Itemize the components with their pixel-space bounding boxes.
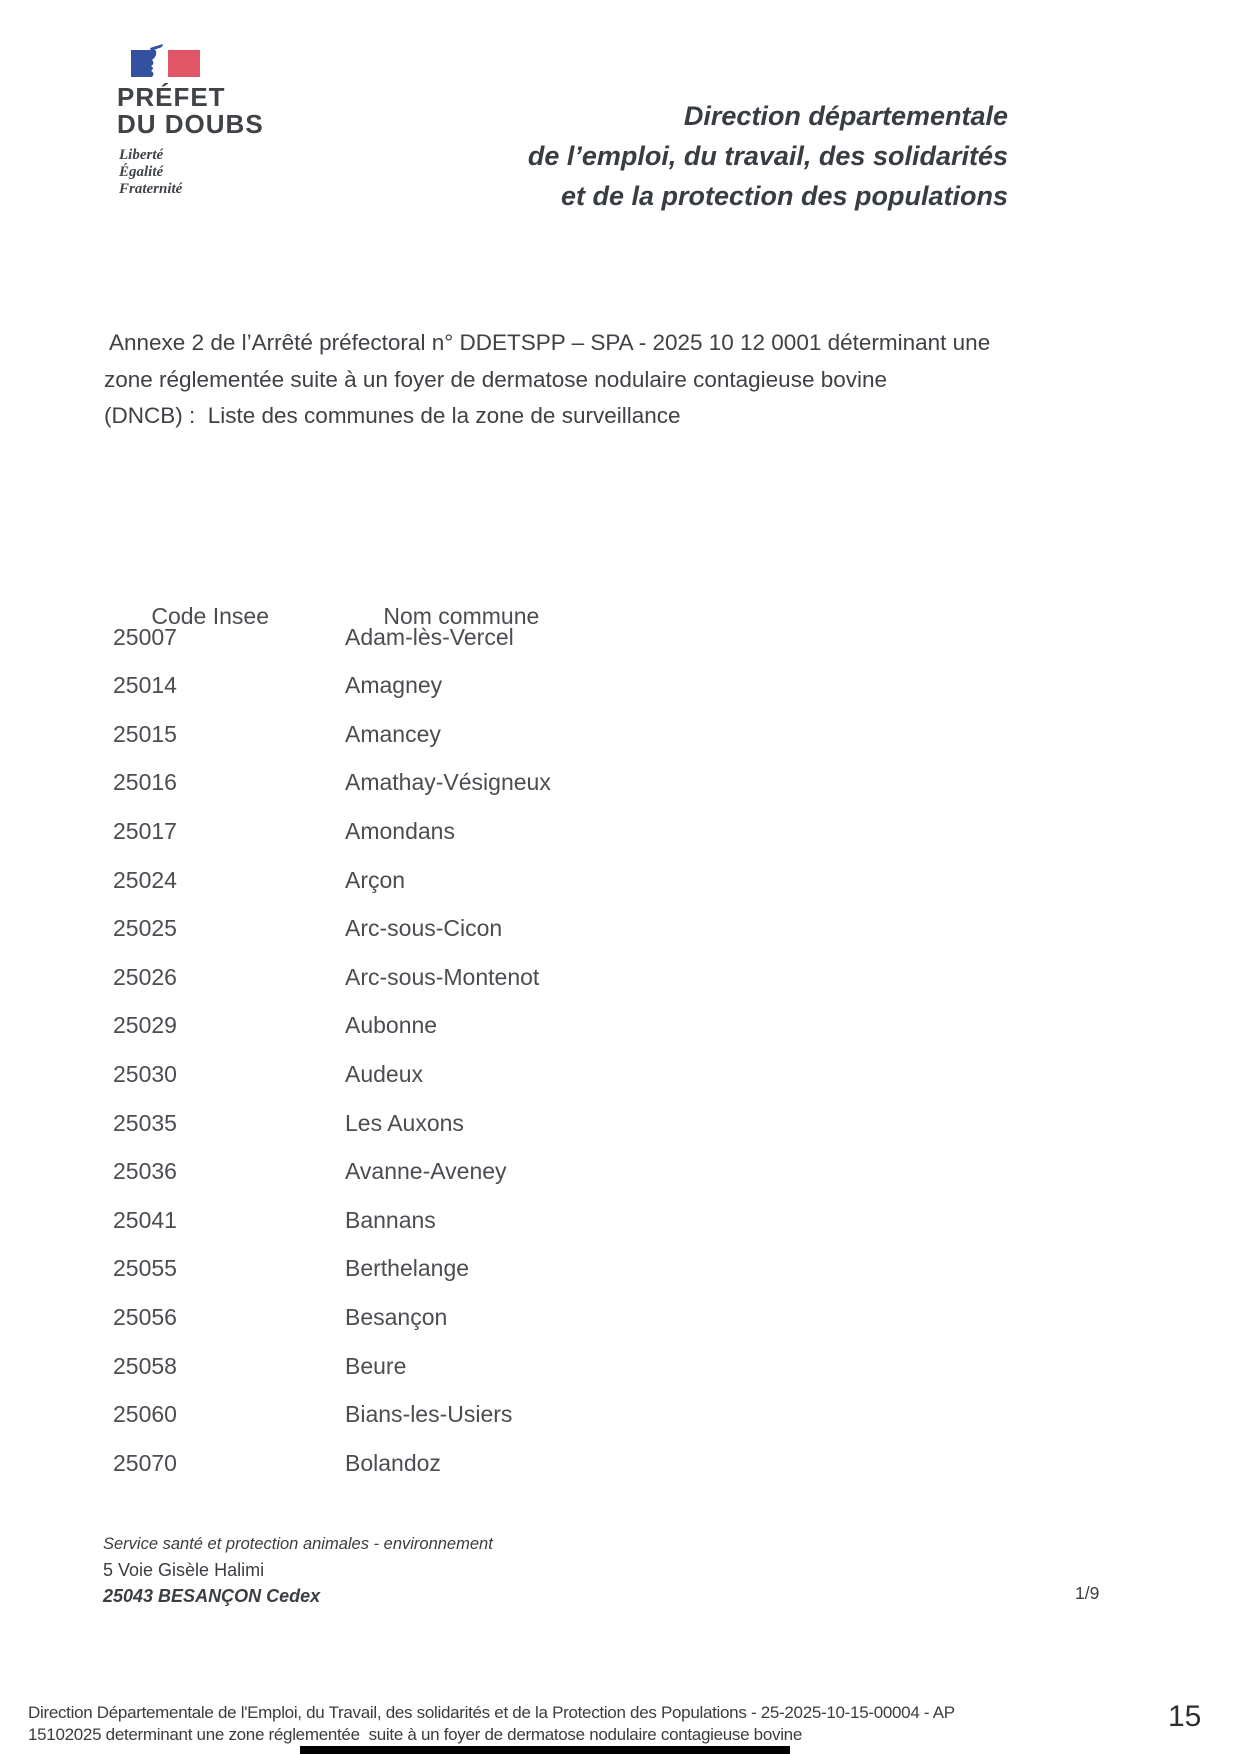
insee-code-cell: 25014: [113, 672, 177, 699]
commune-name-cell: Bolandoz: [345, 1449, 441, 1476]
direction-line-3: et de la protection des populations: [560, 181, 1008, 211]
address-line-1: 5 Voie Gisèle Halimi: [103, 1560, 265, 1580]
intro-line-3: (DNCB) : Liste des communes de la zone de surveillance: [104, 403, 681, 428]
insee-code-cell: 25030: [113, 1060, 177, 1087]
insee-code-cell: 25015: [113, 720, 177, 747]
commune-name-cell: Les Auxons: [345, 1109, 464, 1136]
commune-name-cell: Avanne-Aveney: [345, 1158, 507, 1185]
prefet-logo: [117, 44, 377, 198]
insee-code-cell: 25024: [113, 866, 177, 893]
commune-name-cell: Arc-sous-Montenot: [345, 963, 540, 990]
commune-name-cell: Audeux: [345, 1060, 424, 1087]
commune-name-cell: Amagney: [345, 672, 443, 699]
insee-code-cell: 25060: [113, 1401, 177, 1428]
insee-code-cell: 25056: [113, 1303, 177, 1330]
footer-address-block: [103, 1531, 493, 1609]
page-number: 15: [1168, 1700, 1202, 1733]
commune-name-cell: Arc-sous-Cicon: [345, 915, 503, 942]
commune-name-cell: Berthelange: [345, 1255, 470, 1282]
commune-name-cell: Bannans: [345, 1206, 436, 1233]
table-row: [113, 1449, 551, 1498]
page-indicator: 1/9: [1075, 1583, 1100, 1603]
commune-table: [113, 574, 551, 1497]
commune-name-cell: Amathay-Vésigneux: [345, 769, 551, 796]
bottom-bar-line-1: Direction Départementale de l'Emploi, du Travail, des solidarités et de la Protection des Populations - 25-2025-10-15-00004 - AP: [28, 1703, 955, 1722]
service-line: Service santé et protection animales - environnement: [103, 1535, 493, 1553]
commune-table-body: [113, 623, 551, 1498]
table-row: [113, 963, 551, 1012]
direction-line-1: Direction départementale: [683, 101, 1008, 131]
table-row: [113, 1303, 551, 1352]
bottom-bar-line-2: 15102025 determinant une zone réglementée suite à un foyer de dermatose nodulaire contagieuse bovine: [28, 1725, 802, 1744]
commune-name-cell: Besançon: [345, 1303, 448, 1330]
table-row: [113, 1352, 551, 1401]
french-flag-marianne-icon: [131, 44, 203, 78]
intro-line-2: zone réglementée suite à un foyer de dermatose nodulaire contagieuse bovine: [104, 366, 888, 392]
table-row: [113, 1109, 551, 1158]
motto-liberte: Liberté: [119, 147, 164, 163]
table-header-row: [113, 574, 551, 629]
insee-code-cell: 25029: [113, 1012, 177, 1039]
motto-egalite: Égalité: [119, 164, 164, 180]
table-row: [113, 1254, 551, 1303]
column-header-code-insee: Code Insee: [151, 603, 269, 629]
table-row: [113, 866, 551, 915]
commune-name-cell: Adam-lès-Vercel: [345, 623, 514, 650]
annexe-intro-paragraph: [104, 325, 990, 435]
commune-name-cell: Amancey: [345, 720, 441, 747]
insee-code-cell: 25007: [113, 623, 177, 650]
commune-name-cell: Arçon: [345, 866, 406, 893]
table-row: [113, 1157, 551, 1206]
table-row: [113, 1011, 551, 1060]
motto-fraternite: Fraternité: [119, 181, 183, 197]
table-row: [113, 914, 551, 963]
bottom-black-bar: [300, 1746, 790, 1754]
insee-code-cell: 25017: [113, 817, 177, 844]
flag-icon-svg: [131, 44, 203, 78]
table-row: [113, 1060, 551, 1109]
insee-code-cell: 25016: [113, 769, 177, 796]
insee-code-cell: 25055: [113, 1255, 177, 1282]
insee-code-cell: 25025: [113, 915, 177, 942]
insee-code-cell: 25026: [113, 963, 177, 990]
table-row: [113, 623, 551, 672]
column-header-nom-commune: Nom commune: [383, 603, 540, 629]
commune-name-cell: Beure: [345, 1352, 407, 1379]
commune-name-cell: Aubonne: [345, 1012, 438, 1039]
insee-code-cell: 25035: [113, 1109, 177, 1136]
table-row: [113, 1400, 551, 1449]
insee-code-cell: 25041: [113, 1206, 177, 1233]
table-row: [113, 768, 551, 817]
intro-line-1: Annexe 2 de l’Arrêté préfectoral n° DDETSPP – SPA - 2025 10 12 0001 déterminant une: [104, 330, 991, 355]
logo-title-line2: DU DOUBS: [117, 109, 264, 139]
commune-name-cell: Amondans: [345, 817, 455, 844]
table-row: [113, 1206, 551, 1255]
direction-header: [480, 96, 1008, 216]
insee-code-cell: 25070: [113, 1449, 177, 1476]
insee-code-cell: 25058: [113, 1352, 177, 1379]
commune-name-cell: Bians-les-Usiers: [345, 1401, 513, 1428]
table-row: [113, 671, 551, 720]
table-row: [113, 817, 551, 866]
logo-motto: [119, 147, 377, 198]
insee-code-cell: 25036: [113, 1158, 177, 1185]
logo-title-line1: PRÉFET: [117, 82, 226, 112]
address-line-2: 25043 BESANÇON Cedex: [103, 1586, 321, 1606]
table-row: [113, 720, 551, 769]
direction-line-2: de l’emploi, du travail, des solidarités: [527, 141, 1008, 171]
